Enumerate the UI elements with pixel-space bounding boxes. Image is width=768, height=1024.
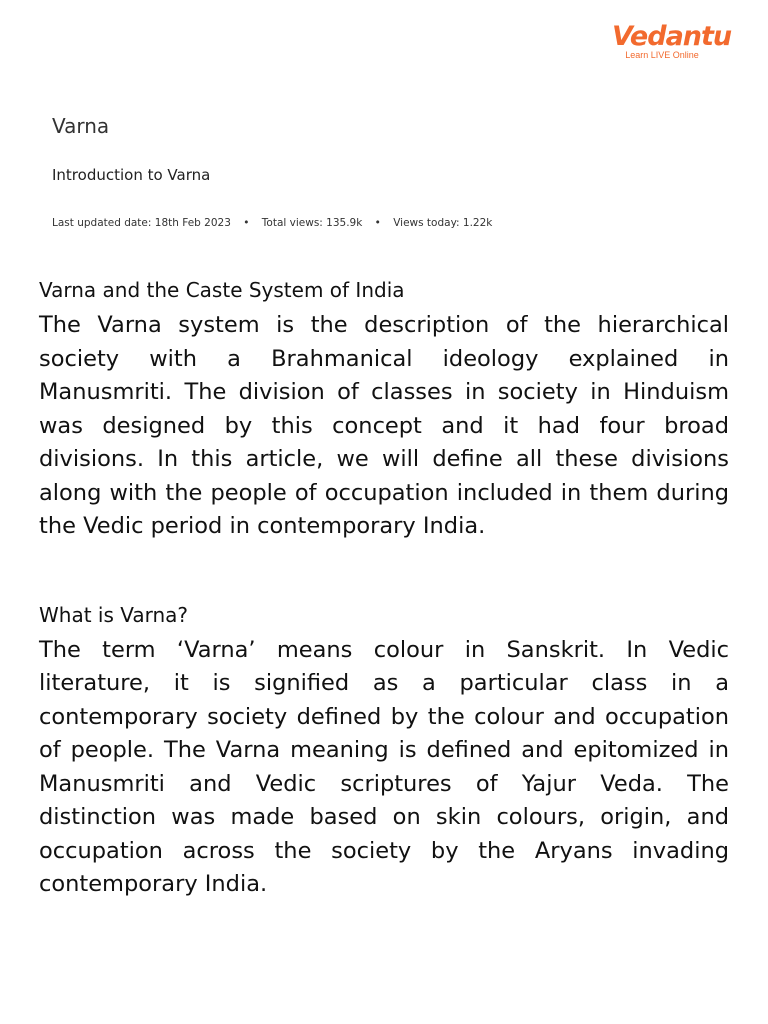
page-subtitle: Introduction to Varna <box>52 166 211 184</box>
meta-separator: • <box>374 217 381 229</box>
section-spacer <box>39 544 729 600</box>
section-heading-caste-system: Varna and the Caste System of India <box>39 278 405 302</box>
vedantu-logo[interactable] <box>612 21 732 61</box>
logo-wordmark: Vedantu <box>612 21 732 52</box>
page-title: Varna <box>52 114 110 138</box>
logo-tagline: Learn LIVE Online <box>625 50 699 60</box>
total-views: Total views: 135.9k <box>261 217 363 229</box>
views-today: Views today: 1.22k <box>393 217 493 229</box>
article-meta <box>52 217 492 229</box>
section-body-what-is-varna: The term ‘Varna’ means colour in Sanskrit. In Vedic literature, it is signified as a particular class in a contemporary society defined by the colour and occupation of people. The Varna meaning is defined and epitomized in Manusmriti and Vedic scriptures of Yajur Veda. The distinction was made based on skin colours, origin, and occupation across the society by the Aryans invading contemporary India. <box>39 636 729 897</box>
article-content <box>39 275 729 902</box>
section-heading-what-is-varna: What is Varna? <box>39 602 189 627</box>
section-body-caste-system: The Varna system is the description of the hierarchical society with a Brahmanical ideology explained in Manusmriti. The division of classes in society in Hinduism was designed by this concept and it had four broad divisions. In this article, we will define all these divisions along with the people of occupation included in them during the Vedic period in contemporary India. <box>39 312 729 539</box>
meta-separator: • <box>243 217 250 229</box>
last-updated-date: Last updated date: 18th Feb 2023 <box>52 217 231 229</box>
